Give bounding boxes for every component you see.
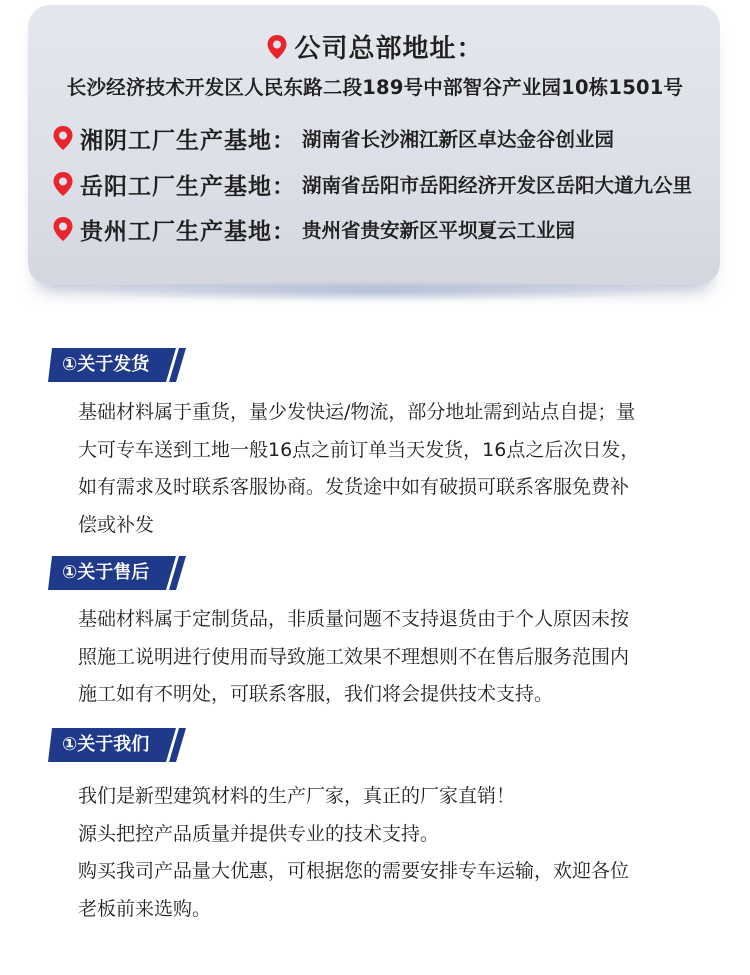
hq-title-row	[0, 28, 750, 65]
paragraph-line: 如有需求及时联系客服协商。发货途中如有破损可联系客服免费补	[78, 476, 630, 498]
section-title: ①关于售后	[62, 562, 150, 583]
section-body-shipping	[78, 394, 693, 544]
hq-address: 长沙经济技术开发区人民东路二段189号中部智谷产业园10栋1501号	[66, 76, 684, 99]
paragraph-line: 偿或补发	[78, 513, 155, 536]
paragraph-line: 基础材料属于定制货品，非质量问题不支持退货由于个人原因未按	[78, 608, 630, 630]
paragraph-line: 基础材料属于重货，量少发快运/物流，部分地址需到站点自提；量	[78, 401, 636, 423]
factory-row	[52, 212, 575, 246]
factory-address: 湖南省岳阳市岳阳经济开发区岳阳大道九公里	[302, 174, 693, 197]
paragraph-line: 购买我司产品量大优惠，可根据您的需要安排专车运输，欢迎各位	[78, 860, 630, 882]
paragraph-line: 施工如有不明处，可联系客服，我们将会提供技术支持。	[78, 683, 554, 705]
factory-name: 岳阳工厂生产基地：	[80, 173, 296, 200]
location-pin-icon	[52, 125, 74, 151]
section-title: ①关于发货	[62, 354, 150, 375]
location-pin-icon	[52, 216, 74, 242]
paragraph-line: 源头把控产品质量并提供专业的技术支持。	[78, 822, 440, 845]
factory-name: 贵州工厂生产基地：	[80, 218, 296, 245]
paragraph-line: 我们是新型建筑材料的生产厂家，真正的厂家直销！	[78, 785, 516, 807]
factory-address: 湖南省长沙湘江新区卓达金谷创业园	[302, 128, 615, 151]
factory-row	[52, 167, 692, 201]
factory-row	[52, 121, 614, 155]
card-shadow	[60, 280, 690, 302]
section-body-aftersales	[78, 601, 693, 714]
location-pin-icon	[52, 171, 74, 197]
paragraph-line: 照施工说明进行使用而导致施工效果不理想则不在售后服务范围内	[78, 645, 630, 668]
hq-title: 公司总部地址：	[294, 34, 484, 64]
factory-address: 贵州省贵安新区平坝夏云工业园	[302, 219, 576, 242]
location-pin-icon	[266, 34, 288, 60]
paragraph-line: 大可专车送到工地一般16点之前订单当天发货，16点之后次日发，	[78, 438, 640, 461]
factory-name: 湘阴工厂生产基地：	[80, 127, 296, 154]
paragraph-line: 老板前来选购。	[78, 897, 212, 920]
section-body-about	[78, 778, 693, 928]
section-title: ①关于我们	[62, 734, 150, 755]
